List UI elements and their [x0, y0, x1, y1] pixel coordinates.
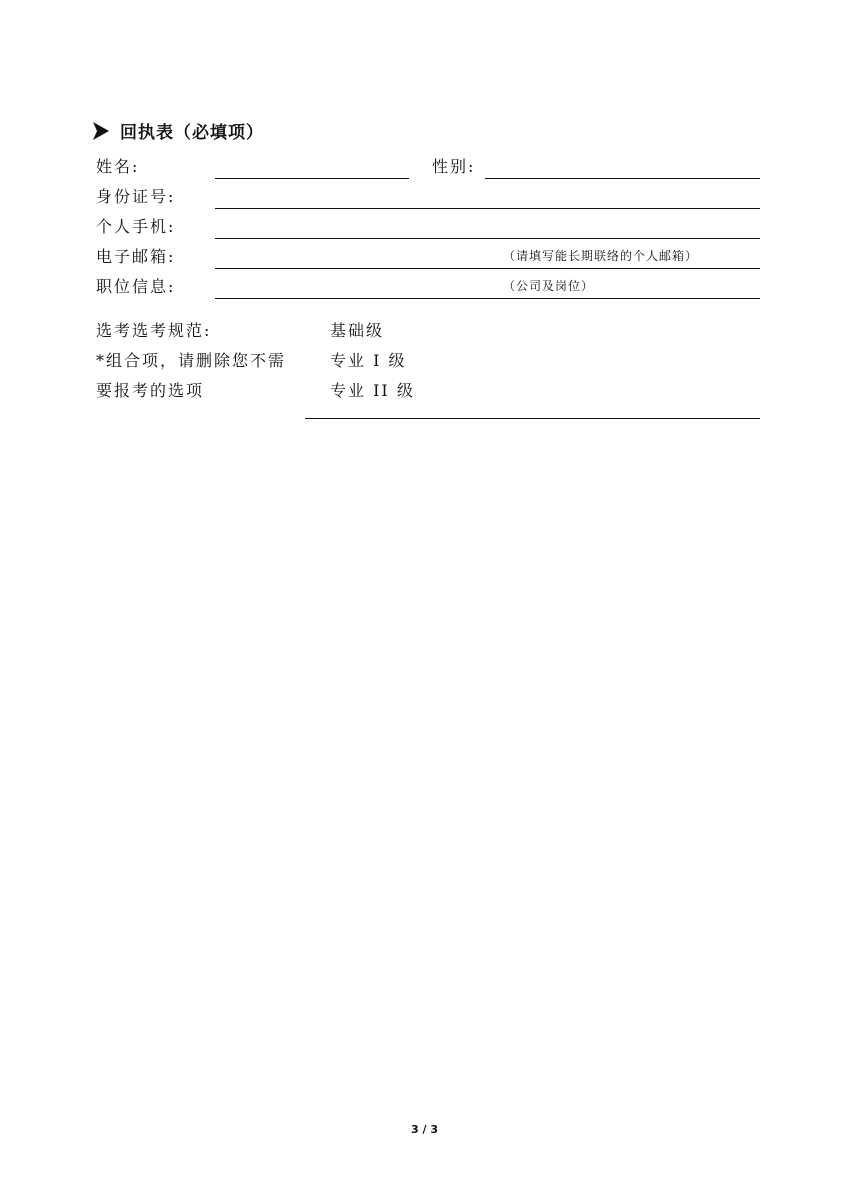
exam-option-pro-2[interactable]: 专业 II 级 [330, 381, 415, 400]
gender-label: 性别: [432, 157, 476, 176]
exam-label-line2: *组合项，请删除您不需 [96, 351, 287, 370]
exam-selection-line [305, 418, 760, 419]
position-hint: （公司及岗位） [503, 279, 595, 293]
arrow-right-icon [92, 121, 110, 141]
section-title: 回执表（必填项） [120, 123, 264, 143]
position-field[interactable] [215, 298, 760, 299]
phone-field[interactable] [215, 238, 760, 239]
exam-option-basic[interactable]: 基础级 [330, 321, 385, 340]
name-field[interactable] [215, 178, 409, 179]
id-number-field[interactable] [215, 208, 760, 209]
exam-label-line1: 选考选考规范: [96, 321, 212, 340]
position-label: 职位信息: [96, 277, 176, 296]
phone-label: 个人手机: [96, 217, 176, 236]
exam-label-line3: 要报考的选项 [96, 381, 205, 400]
email-label: 电子邮箱: [96, 247, 176, 266]
gender-field[interactable] [485, 178, 760, 179]
page-number: 3 / 3 [411, 1123, 438, 1136]
email-field[interactable] [215, 268, 760, 269]
email-hint: （请填写能长期联络的个人邮箱） [503, 249, 699, 263]
id-number-label: 身份证号: [96, 187, 176, 206]
name-label: 姓名: [96, 157, 140, 176]
exam-option-pro-1[interactable]: 专业 I 级 [330, 351, 407, 370]
section-heading [92, 118, 264, 143]
